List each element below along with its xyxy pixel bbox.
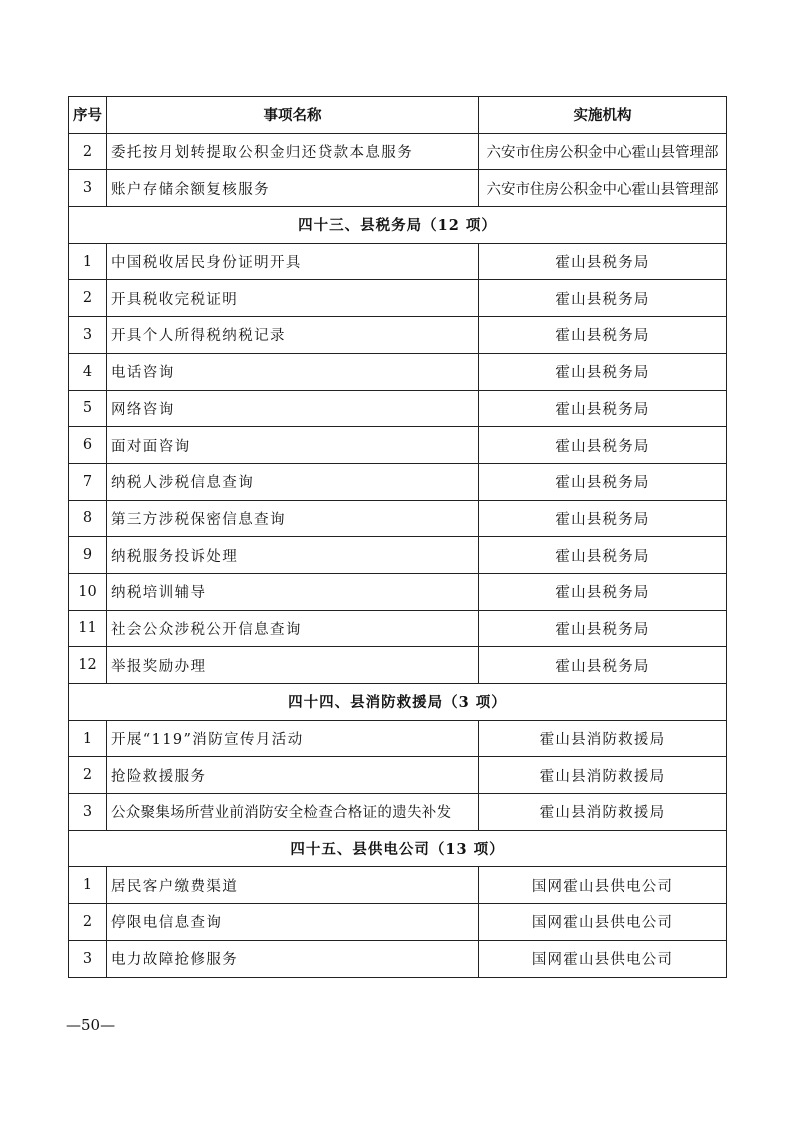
row-item-name: 停限电信息查询 (107, 904, 479, 941)
row-number: 10 (69, 573, 107, 610)
row-item-name: 开具税收完税证明 (107, 280, 479, 317)
row-number: 1 (69, 720, 107, 757)
table-row (69, 427, 727, 464)
row-number: 6 (69, 427, 107, 464)
row-item-name: 举报奖励办理 (107, 647, 479, 684)
table-row (69, 463, 727, 500)
row-number: 11 (69, 610, 107, 647)
header-number: 序号 (69, 97, 107, 134)
row-item-name: 网络咨询 (107, 390, 479, 427)
row-organization: 霍山县税务局 (479, 573, 727, 610)
header-organization: 实施机构 (479, 97, 727, 134)
row-organization: 霍山县税务局 (479, 647, 727, 684)
row-organization: 霍山县税务局 (479, 537, 727, 574)
table-row (69, 794, 727, 831)
row-organization: 霍山县税务局 (479, 427, 727, 464)
section-header-tax-bureau (69, 207, 727, 244)
row-organization: 霍山县税务局 (479, 243, 727, 280)
table-row (69, 280, 727, 317)
row-item-name: 纳税培训辅导 (107, 573, 479, 610)
row-item-name: 居民客户缴费渠道 (107, 867, 479, 904)
table-row (69, 647, 727, 684)
page-number: —50— (66, 1016, 116, 1034)
table-row (69, 500, 727, 537)
row-item-name: 纳税服务投诉处理 (107, 537, 479, 574)
table-row (69, 940, 727, 977)
row-number: 1 (69, 243, 107, 280)
row-number: 5 (69, 390, 107, 427)
row-number: 4 (69, 353, 107, 390)
row-item-name: 开展“119”消防宣传月活动 (107, 720, 479, 757)
row-organization: 霍山县税务局 (479, 317, 727, 354)
table-row (69, 720, 727, 757)
row-organization: 霍山县税务局 (479, 280, 727, 317)
section-header-fire-rescue (69, 684, 727, 721)
row-number: 2 (69, 904, 107, 941)
row-item-name: 公众聚集场所营业前消防安全检查合格证的遗失补发 (107, 794, 479, 831)
row-number: 2 (69, 757, 107, 794)
row-number: 3 (69, 794, 107, 831)
row-item-name: 账户存储余额复核服务 (107, 170, 479, 207)
row-organization: 国网霍山县供电公司 (479, 904, 727, 941)
section-title: 四十四、县消防救援局（3 项） (69, 684, 727, 721)
row-organization: 霍山县税务局 (479, 463, 727, 500)
table-row (69, 757, 727, 794)
row-organization: 霍山县消防救援局 (479, 757, 727, 794)
row-number: 3 (69, 317, 107, 354)
section-title: 四十五、县供电公司（13 项） (69, 830, 727, 867)
row-item-name: 抢险救援服务 (107, 757, 479, 794)
service-items-table (68, 96, 727, 978)
row-organization: 国网霍山县供电公司 (479, 867, 727, 904)
row-number: 7 (69, 463, 107, 500)
table-row (69, 904, 727, 941)
table-row (69, 390, 727, 427)
row-item-name: 电话咨询 (107, 353, 479, 390)
row-item-name: 开具个人所得税纳税记录 (107, 317, 479, 354)
row-organization: 霍山县税务局 (479, 610, 727, 647)
row-number: 8 (69, 500, 107, 537)
header-row (69, 97, 727, 134)
table-row (69, 317, 727, 354)
row-number: 2 (69, 280, 107, 317)
row-number: 3 (69, 170, 107, 207)
header-item-name: 事项名称 (107, 97, 479, 134)
row-number: 9 (69, 537, 107, 574)
table-row (69, 133, 727, 170)
table-row (69, 170, 727, 207)
row-organization: 霍山县税务局 (479, 500, 727, 537)
row-organization: 霍山县消防救援局 (479, 720, 727, 757)
table-row (69, 353, 727, 390)
row-organization: 霍山县税务局 (479, 390, 727, 427)
row-item-name: 社会公众涉税公开信息查询 (107, 610, 479, 647)
table-row (69, 537, 727, 574)
row-organization: 六安市住房公积金中心霍山县管理部 (479, 133, 727, 170)
row-item-name: 面对面咨询 (107, 427, 479, 464)
table-row (69, 243, 727, 280)
row-number: 3 (69, 940, 107, 977)
row-number: 12 (69, 647, 107, 684)
row-item-name: 第三方涉税保密信息查询 (107, 500, 479, 537)
row-item-name: 电力故障抢修服务 (107, 940, 479, 977)
row-organization: 六安市住房公积金中心霍山县管理部 (479, 170, 727, 207)
row-item-name: 中国税收居民身份证明开具 (107, 243, 479, 280)
row-item-name: 纳税人涉税信息查询 (107, 463, 479, 500)
row-number: 2 (69, 133, 107, 170)
row-item-name: 委托按月划转提取公积金归还贷款本息服务 (107, 133, 479, 170)
row-organization: 霍山县税务局 (479, 353, 727, 390)
table-row (69, 610, 727, 647)
section-header-power-supply (69, 830, 727, 867)
row-organization: 国网霍山县供电公司 (479, 940, 727, 977)
section-title: 四十三、县税务局（12 项） (69, 207, 727, 244)
row-organization: 霍山县消防救援局 (479, 794, 727, 831)
table-row (69, 573, 727, 610)
row-number: 1 (69, 867, 107, 904)
table-row (69, 867, 727, 904)
